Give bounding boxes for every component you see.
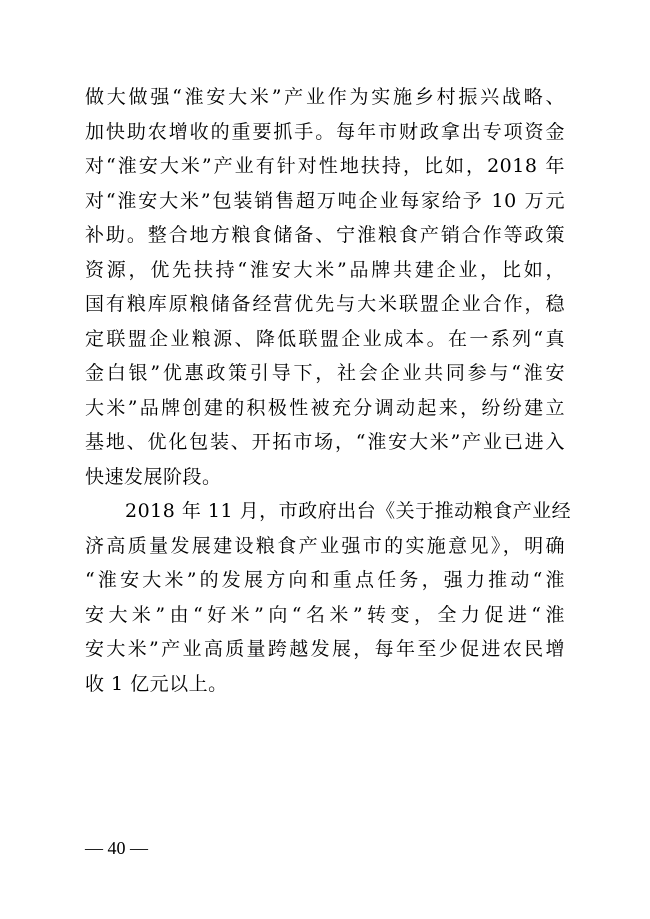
text-line: 大米”品牌创建的积极性被充分调动起来，纷纷建立	[85, 396, 565, 419]
text-line: 对“淮安大米”包装销售超万吨企业每家给予 10 万元	[85, 189, 565, 212]
paragraph-1	[85, 80, 565, 494]
paragraph-2	[85, 494, 572, 701]
text-line: 2018 年 11 月，市政府出台《关于推动粮食产业经	[125, 500, 572, 522]
text-line: 快速发展阶段。	[85, 465, 222, 488]
text-line: 国有粮库原粮储备经营优先与大米联盟企业合作，稳	[85, 293, 565, 315]
body-text	[85, 80, 572, 701]
text-line: 加快助农增收的重要抓手。每年市财政拿出专项资金	[85, 120, 565, 143]
text-line: 基地、优化包装、开拓市场，“淮安大米”产业已进入	[85, 431, 565, 453]
text-line: 安大米”由“好米”向“名米”转变，全力促进“淮	[85, 603, 565, 626]
page-number: — 40 —	[85, 838, 148, 858]
text-line: 收 1 亿元以上。	[85, 672, 228, 695]
text-line: 安大米”产业高质量跨越发展，每年至少促进农民增	[85, 638, 565, 660]
text-line: 金白银”优惠政策引导下，社会企业共同参与“淮安	[85, 362, 565, 384]
text-line: 对“淮安大米”产业有针对性地扶持，比如，2018 年	[85, 155, 565, 177]
text-line: 济高质量发展建设粮食产业强市的实施意见》，明确	[85, 534, 565, 557]
text-line: 定联盟企业粮源、降低联盟企业成本。在一系列“真	[85, 327, 565, 350]
text-line: 做大做强“淮安大米”产业作为实施乡村振兴战略、	[85, 86, 565, 108]
text-line: “淮安大米”的发展方向和重点任务，强力推动“淮	[85, 569, 565, 591]
text-line: 资源，优先扶持“淮安大米”品牌共建企业，比如，	[85, 258, 565, 281]
text-line: 补助。整合地方粮食储备、宁淮粮食产销合作等政策	[85, 224, 565, 246]
